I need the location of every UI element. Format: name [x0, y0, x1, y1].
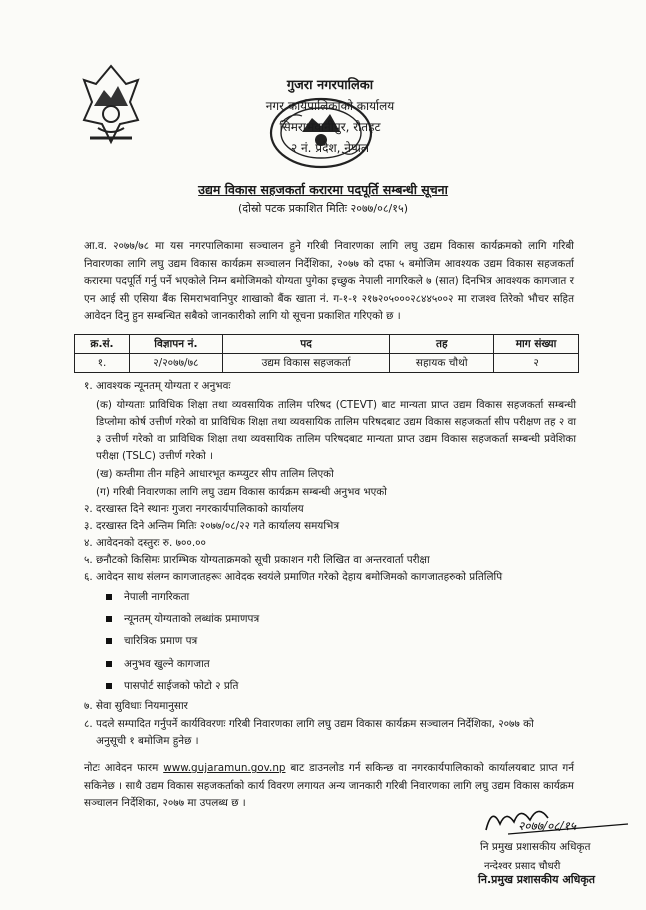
handwritten-signature [478, 800, 638, 838]
list-item: अनुभव खुल्ने कागजात [106, 656, 210, 673]
table-header-row [75, 335, 579, 354]
list-item: चारित्रिक प्रमाण पत्र [106, 633, 197, 650]
signatory-name: नन्देश्वर प्रसाद चौधरी [484, 861, 561, 872]
vacancy-table [74, 334, 579, 373]
signature-date: २०७७/०८/१५ [518, 819, 577, 833]
office-name: गुजरा नगरपालिका [286, 78, 374, 93]
list-item: न्यूनतम् योग्यताको लब्धांक प्रमाणपत्र [106, 611, 259, 628]
req-qualification-b: (ख) कम्तीमा तीन महिने आधारभूत कम्प्युटर सीप तालिम लिएको [96, 468, 334, 480]
col-level: तह [390, 335, 494, 354]
req-qualification-title: १. आवश्यक न्यूनतम् योग्यता र अनुभवः [84, 380, 231, 392]
cell-level: सहायक चौथो [390, 354, 494, 373]
req-deadline: ३. दरखास्त दिने अन्तिम मितिः २०७७/०८/२२ गते कार्यालय समयभित्र [84, 520, 340, 532]
cell-post: उद्यम विकास सहजकर्ता [222, 354, 390, 373]
req-selection: ५. छनौटको किसिमः प्रारम्भिक योग्यताक्रमको सूची प्रकाशन गरी लिखित वा अन्तरवार्ता परीक्षा [84, 554, 430, 566]
req-duties-line1: ८. पदले सम्पादित गर्नुपर्ने कार्यविवरणः गरिबी निवारणका लागि लघु उद्यम विकास कार्यक्रम सञ्चालन निर्देशिका, २०७७ को [84, 718, 534, 730]
signatory-designation: नि प्रमुख प्रशासकीय अधिकृत [480, 841, 591, 853]
req-qualification-a: (क) योग्यताः प्राविधिक शिक्षा तथा व्यवसायिक तालिम परिषद (CTEVT) बाट मान्यता प्राप्त उद्यम विकास सहजकर्ता सम्बन्धी डिप्लोमा कोर्ष उत्तीर्ण गरेको वा प्राविधिक शिक्षा तथा व्यवसायिक तालिम परिषदबाट उद्यम विकास सहजकर्ता सीप परीक्षण तह २ वा ३ उत्तीर्ण गरेको वा प्राविधिक शिक्षा तथा व्यवसायिक तालिम परिषदबाट मान्यता प्राप्त उद्यम विकास सहजकर्ता सम्बन्धी प्रवेशिका परीक्षा (TSLC) उत्तीर्ण गरेको । [96, 399, 576, 462]
cell-serial: १. [75, 354, 130, 373]
office-line-2: नगर कार्यपालिकाको कार्यालय [265, 99, 395, 113]
office-line-4: २ नं. प्रदेश, नेपाल [290, 141, 370, 155]
req-duties-line2: अनुसूची १ बमोजिम हुनेछ । [96, 735, 199, 747]
notice-subtitle: (दोस्रो पटक प्रकाशित मितिः २०७७/०८/१५) [238, 202, 408, 215]
cell-demand: २ [494, 354, 579, 373]
download-link[interactable]: www.gujaramun.gov.np [163, 762, 286, 774]
list-item: पासपोर्ट साईजको फोटो २ प्रति [106, 678, 238, 695]
req-facilities: ७. सेवा सुविधाः नियमानुसार [84, 700, 188, 712]
req-application-place: २. दरखास्त दिने स्थानः गुजरा नगरकार्यपालिकाको कार्यालय [84, 503, 304, 515]
signatory-stamp: नि.प्रमुख प्रशासकीय अधिकृत [478, 873, 596, 886]
req-documents: ६. आवेदन साथ संलग्न कागजातहरूः आवेदक स्वयंले प्रमाणित गरेको देहाय बमोजिमको कागजातहरुको प्रतिलिपि [84, 571, 503, 583]
note-paragraph: नोटः आवेदन फारम www.gujaramun.gov.np बाट डाउनलोड गर्न सकिन्छ वा नगरकार्यपालिकाको कार्यालयबाट प्राप्त गर्न सकिनेछ । साथै उद्यम विकास सहजकर्ताको कार्य विवरण लगायत अन्य जानकारी गरिबी निवारणका लागि लघु उद्यम विकास कार्यक्रम सञ्चालन निर्देशिका, २०७७ मा उपलब्ध छ । [84, 762, 574, 810]
req-fee: ४. आवेदनको दस्तुरः रु. ७००.०० [84, 537, 206, 549]
intro-paragraph: आ.व. २०७७/७८ मा यस नगरपालिकामा सञ्चालन हुने गरिबी निवारणका लागि लघु उद्यम विकास कार्यक्रमको लागि गरिबी निवारणका लागि लघु उद्यम विकास कार्यक्रम सञ्चालन निर्देशिका, २०७७ को दफा ५ बमोजिम आवश्यक उद्यम विकास सहजकर्ता करारमा पदपूर्ति गर्नु पर्ने भएकोले निम्न बमोजिमको योग्यता पुगेका इच्छुक नेपाली नागरिकले ७ (सात) दिनभित्र आवश्यक कागजात र एन आई सी एसिया बैंक सिमराभवानिपुर शाखाको बैंक खाता नं. ग-१-१ २१७२०५०००२८४४५००२ मा राजश्व तिरेको भौचर सहित आवेदन दिनु हुन सम्बन्धित सबैको जानकारीको लागि यो सूचना प्रकाशित गरिएको छ । [84, 240, 574, 323]
list-item: नेपाली नागरिकता [106, 589, 189, 606]
col-demand: माग संख्या [494, 335, 579, 354]
notice-title: उद्यम विकास सहजकर्ता करारमा पदपूर्ति सम्बन्धी सूचना [198, 182, 448, 197]
col-post: पद [222, 335, 390, 354]
table-row [75, 354, 579, 373]
cell-advert-no: २/२०७७/७८ [129, 354, 222, 373]
col-serial: क्र.सं. [75, 335, 130, 354]
req-qualification-c: (ग) गरिबी निवारणका लागि लघु उद्यम विकास कार्यक्रम सम्बन्धी अनुभव भएको [96, 486, 387, 498]
col-advert-no: विज्ञापन नं. [129, 335, 222, 354]
office-line-3: सिमराभवानीपुर, रौतहट [279, 120, 381, 134]
